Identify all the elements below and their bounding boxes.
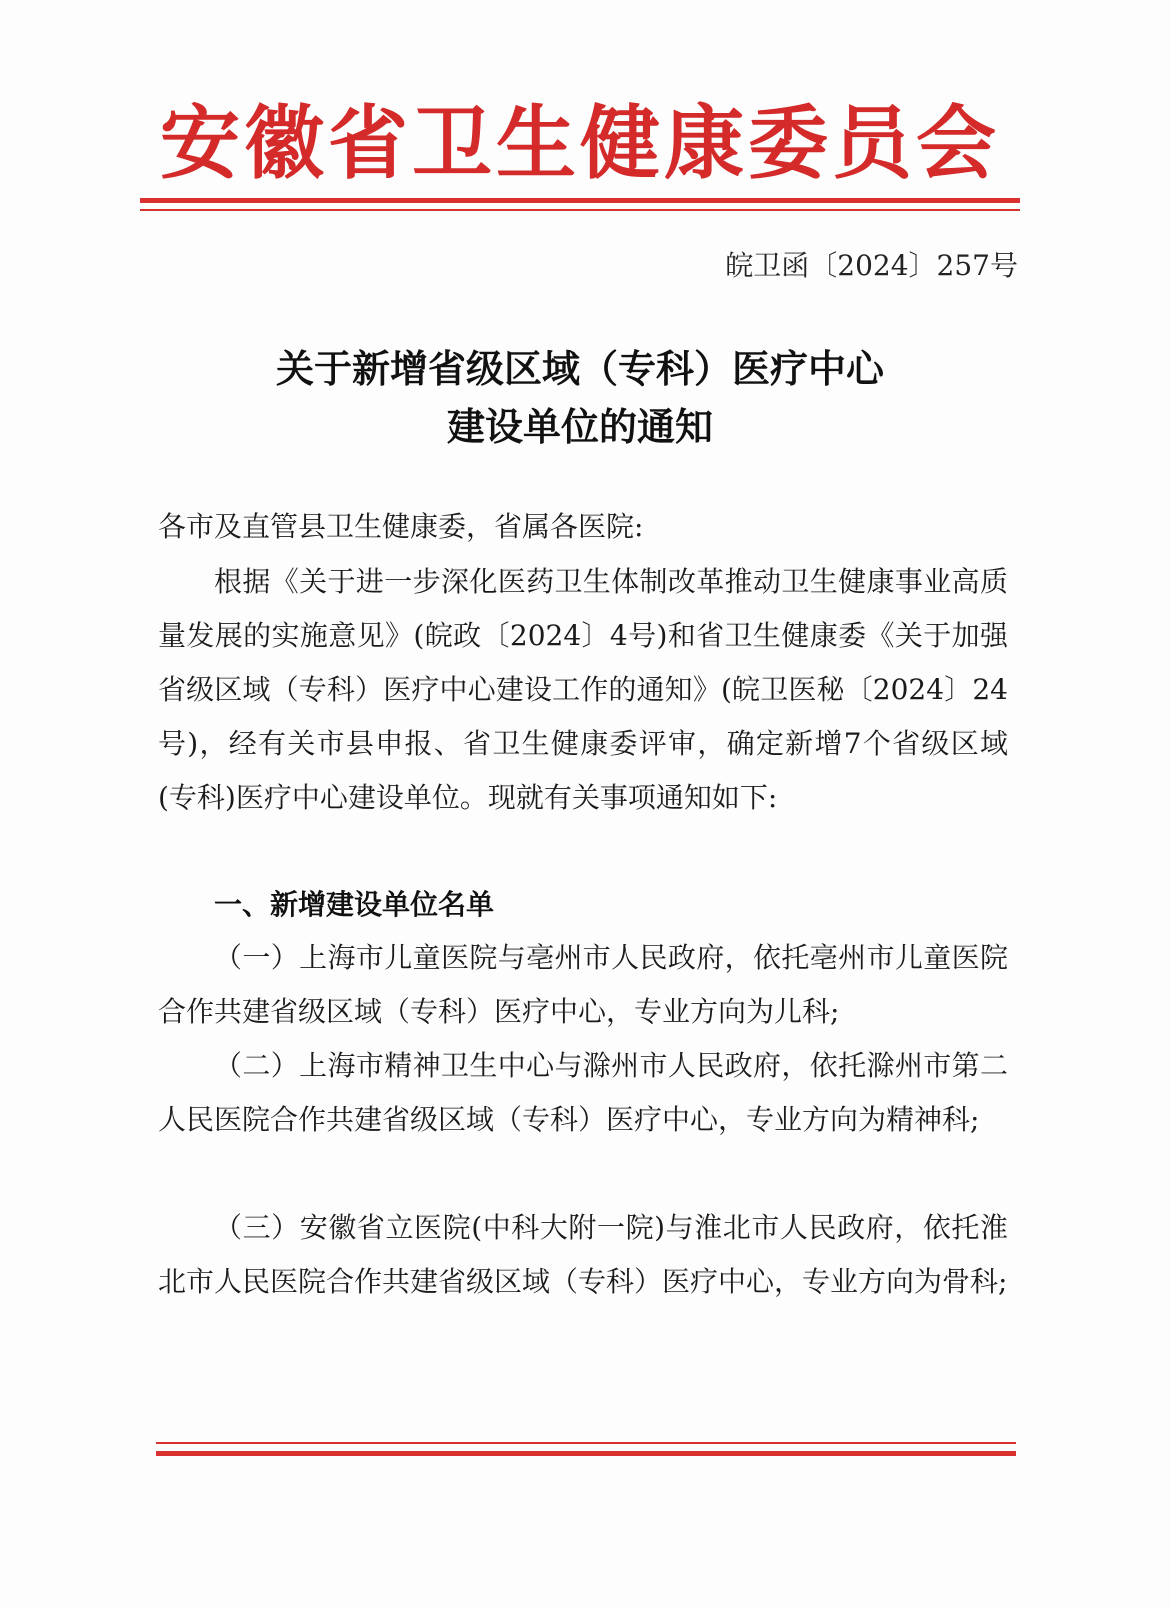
footer-red-rule-thick	[156, 1451, 1016, 1456]
list-item-1: （一）上海市儿童医院与亳州市人民政府，依托亳州市儿童医院合作共建省级区域（专科）医疗中心，专业方向为儿科;	[158, 941, 1008, 1028]
document-number: 皖卫函〔2024〕257号	[725, 249, 1018, 282]
document-title	[140, 340, 1020, 456]
document-title-line1: 关于新增省级区域（专科）医疗中心	[275, 347, 884, 391]
letterhead-red-rule-thin	[140, 209, 1020, 211]
letterhead-org-name: 安徽省卫生健康委员会	[160, 96, 1000, 190]
footer-red-rule-thin	[156, 1442, 1016, 1444]
salutation: 各市及直管县卫生健康委，省属各医院:	[158, 510, 644, 543]
list-item-3: （三）安徽省立医院(中科大附一院)与淮北市人民政府，依托淮北市人民医院合作共建省级区域（专科）医疗中心，专业方向为骨科;	[158, 1211, 1008, 1298]
list-item-2: （二）上海市精神卫生中心与滁州市人民政府，依托滁州市第二人民医院合作共建省级区域（专科）医疗中心，专业方向为精神科;	[158, 1049, 1008, 1136]
letterhead-red-rule-thick	[140, 198, 1020, 203]
section-heading: 一、新增建设单位名单	[214, 888, 495, 921]
document-title-line2: 建设单位的通知	[446, 405, 713, 449]
intro-paragraph: 根据《关于进一步深化医药卫生体制改革推动卫生健康事业高质量发展的实施意见》(皖政〔2024〕4号)和省卫生健康委《关于加强省级区域（专科）医疗中心建设工作的通知》(皖卫医秘〔2024〕24号)，经有关市县申报、省卫生健康委评审，确定新增7个省级区域(专科)医疗中心建设单位。现就有关事项通知如下:	[158, 565, 1008, 814]
